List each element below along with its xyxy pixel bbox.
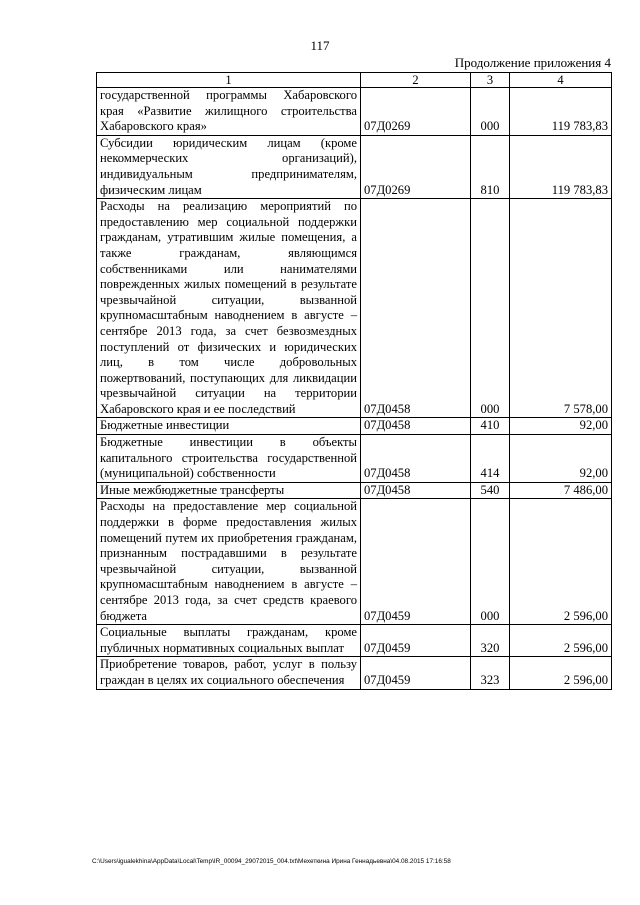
row-amount: 2 596,00 <box>510 625 612 657</box>
row-type: 810 <box>471 135 510 198</box>
row-code: 07Д0458 <box>361 482 471 499</box>
table-row <box>97 499 612 625</box>
table-row <box>97 88 612 136</box>
row-type: 540 <box>471 482 510 499</box>
table-row <box>97 418 612 435</box>
row-type: 000 <box>471 199 510 418</box>
page-number: 117 <box>310 38 330 53</box>
row-code: 07Д0269 <box>361 135 471 198</box>
row-amount: 92,00 <box>510 418 612 435</box>
row-name: Иные межбюджетные трансферты <box>97 482 361 499</box>
row-amount: 119 783,83 <box>510 135 612 198</box>
row-code: 07Д0458 <box>361 199 471 418</box>
table-row <box>97 625 612 657</box>
table-row <box>97 435 612 483</box>
row-type: 000 <box>471 88 510 136</box>
row-name: Приобретение товаров, работ, услуг в пользу граждан в целях их социального обеспечения <box>97 657 361 689</box>
row-name: Бюджетные инвестиции <box>97 418 361 435</box>
table-row <box>97 482 612 499</box>
row-code: 07Д0459 <box>361 625 471 657</box>
row-type: 414 <box>471 435 510 483</box>
table-header-row <box>97 73 612 88</box>
budget-table <box>96 72 612 690</box>
header-cell: 2 <box>361 73 471 88</box>
table-row <box>97 199 612 418</box>
row-name: Бюджетные инвестиции в объекты капитального строительства государственной (муниципальной) собственности <box>97 435 361 483</box>
row-name: Социальные выплаты гражданам, кроме публичных нормативных социальных выплат <box>97 625 361 657</box>
row-code: 07Д0459 <box>361 499 471 625</box>
row-type: 323 <box>471 657 510 689</box>
row-amount: 2 596,00 <box>510 657 612 689</box>
row-name: Расходы на реализацию мероприятий по предоставлению мер социальной поддержки гражданам, утратившим жилые помещения, а также гражданам, являющимся собственниками или нанимателями поврежденных жилых помещений в результате чрезвычайной ситуации, вызванной крупномасштабным наводнением в августе – сентябре 2013 года, за счет безвозмездных поступлений от физических и юридических лиц, в том числе добровольных пожертвований, поступающих для ликвидации чрезвычайной ситуации на территории Хабаровского края и ее последствий <box>97 199 361 418</box>
row-type: 410 <box>471 418 510 435</box>
row-code: 07Д0458 <box>361 418 471 435</box>
row-type: 000 <box>471 499 510 625</box>
row-type: 320 <box>471 625 510 657</box>
row-amount: 119 783,83 <box>510 88 612 136</box>
row-code: 07Д0269 <box>361 88 471 136</box>
table-row <box>97 135 612 198</box>
row-name: Субсидии юридическим лицам (кроме некоммерческих организаций), индивидуальным предпринимателям, физическим лицам <box>97 135 361 198</box>
row-amount: 92,00 <box>510 435 612 483</box>
header-cell: 4 <box>510 73 612 88</box>
table-row <box>97 657 612 689</box>
header-cell: 1 <box>97 73 361 88</box>
row-amount: 2 596,00 <box>510 499 612 625</box>
footer-file-path: C:\Users\igualekhina\AppData\Local\Temp\IR_00094_29072015_004.txt\Мехеткина Ирина Геннадьевна\04.08.2015 17:16:58 <box>92 858 451 865</box>
row-name: Расходы на предоставление мер социальной поддержки в форме предоставления жилых помещений путем их приобретения гражданам, признанным пострадавшими в результате чрезвычайной ситуации, вызванной крупномасштабным наводнением в августе – сентябре 2013 года, за счет средств краевого бюджета <box>97 499 361 625</box>
row-code: 07Д0458 <box>361 435 471 483</box>
header-cell: 3 <box>471 73 510 88</box>
row-code: 07Д0459 <box>361 657 471 689</box>
continuation-label: Продолжение приложения 4 <box>454 55 611 70</box>
row-amount: 7 578,00 <box>510 199 612 418</box>
row-amount: 7 486,00 <box>510 482 612 499</box>
row-name: государственной программы Хабаровского края «Развитие жилищного строительства Хабаровского края» <box>97 88 361 136</box>
